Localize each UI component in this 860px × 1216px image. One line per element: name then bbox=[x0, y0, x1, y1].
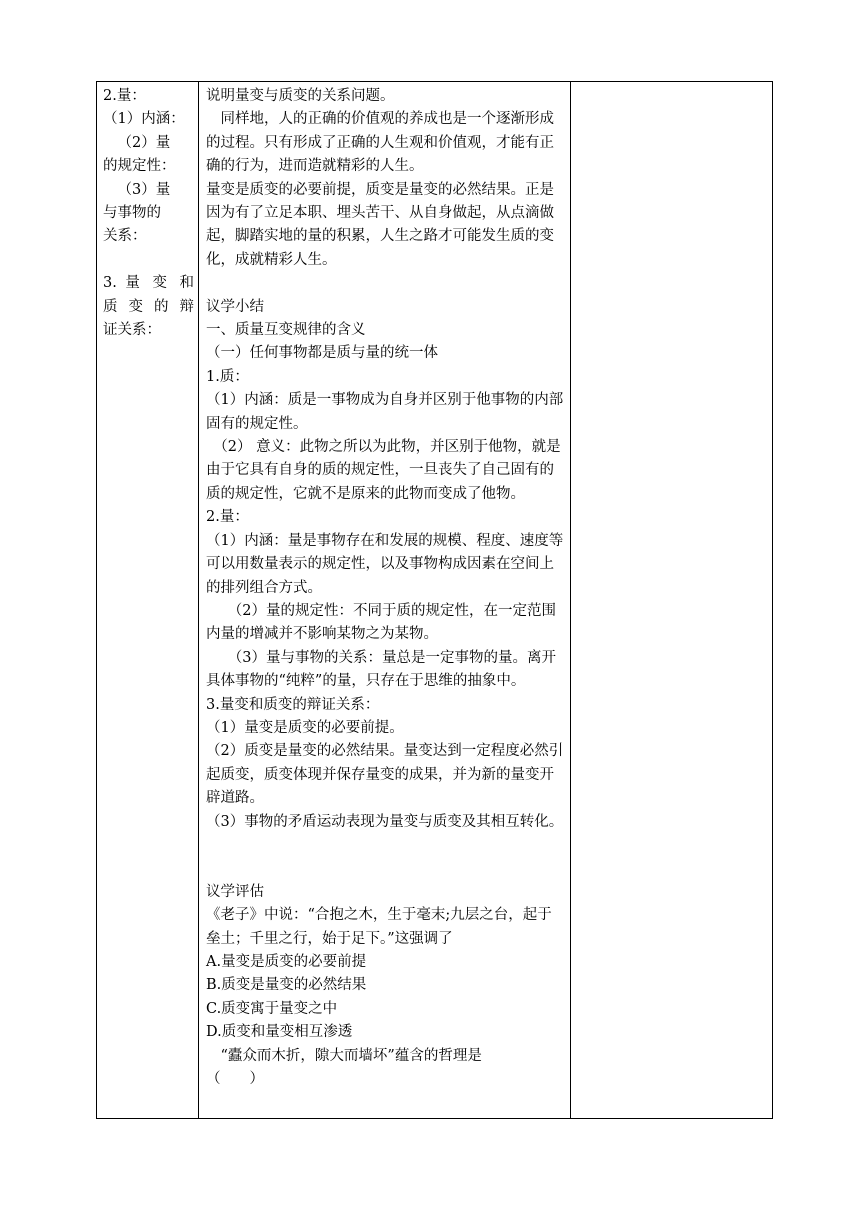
intro-line: 说明量变与质变的关系问题。 bbox=[206, 88, 395, 104]
quality-item: （1）内涵：质是一事物成为自身并区别于他事物的内部固有的规定性。 bbox=[206, 392, 564, 432]
spacer bbox=[206, 834, 564, 857]
table-row bbox=[97, 82, 773, 1119]
content-cell bbox=[199, 82, 571, 1119]
answer-option-b: B.质变是量变的必然结果 bbox=[206, 977, 367, 994]
outline-line: 与事物的 bbox=[103, 205, 161, 222]
outline-line: （2）量 bbox=[117, 134, 171, 151]
evaluation-title: 议学评估 bbox=[206, 883, 264, 900]
question-stem: “蠹众而木折，隙大而墙坏”蕴含的哲理是 bbox=[220, 1047, 482, 1064]
answer-option-a: A.量变是质变的必要前提 bbox=[206, 953, 367, 970]
quantity-item: （3）量与事物的关系：量总是一定事物的量。离开具体事物的“纯粹”的量，只存在于思维的抽象中。 bbox=[206, 649, 556, 690]
outline-line: 2.量： bbox=[103, 88, 146, 104]
spacer bbox=[206, 857, 564, 880]
dialectic-heading: 3.量变和质变的辩证关系： bbox=[206, 696, 380, 713]
dialectic-item: （2）质变是量变的必然结果。量变达到一定程度必然引起质变，质变体现并保存量变的成果，并为新的量变开辟道路。 bbox=[206, 743, 564, 807]
question-stem: 《老子》中说：“合抱之木，生于毫末;九层之台，起于垒土；千里之行，始于足下。”这强调了 bbox=[206, 907, 552, 947]
answer-blank: （ ） bbox=[206, 1071, 264, 1088]
quantity-item: （1）内涵：量是事物存在和发展的规模、程度、速度等可以用数量表示的规定性，以及事物构成因素在空间上的排列组合方式。 bbox=[206, 532, 564, 596]
dialectic-item: （3）事物的矛盾运动表现为量变与质变及其相互转化。 bbox=[206, 813, 564, 830]
outline-line: 证关系： bbox=[103, 322, 161, 339]
quality-heading: 1.质： bbox=[206, 368, 249, 385]
summary-title: 议学小结 bbox=[206, 298, 264, 315]
answer-option-c: C.质变寓于量变之中 bbox=[206, 1000, 338, 1017]
spacer bbox=[206, 272, 564, 295]
answer-option-d: D.质变和量变相互渗透 bbox=[206, 1024, 353, 1041]
outline-cell bbox=[97, 82, 199, 1119]
outline-line: 的规定性： bbox=[103, 158, 176, 175]
outline-line: 3. 量 变 和 bbox=[103, 275, 194, 292]
quality-item: （2） 意义：此物之所以为此物，并区别于他物，就是由于它具有自身的质的规定性，一旦丧失了自己固有的质的规定性，它就不是原来的此物而变成了他物。 bbox=[206, 439, 561, 502]
dialectic-item: （1）量变是质变的必要前提。 bbox=[206, 719, 404, 736]
outline-line: 质 变 的 辩 bbox=[103, 298, 194, 315]
quantity-heading: 2.量： bbox=[206, 509, 249, 526]
premise-paragraph: 量变是质变的必要前提，质变是量变的必然结果。正是因为有了立足本职、埋头苦干、从自身做起，从点滴做起，脚踏实地的量的积累，人生之路才可能发生质的变化，成就精彩人生。 bbox=[206, 181, 554, 268]
section-heading: 一、质量互变规律的含义 bbox=[206, 322, 366, 339]
quantity-item: （2）量的规定性：不同于质的规定性，在一定范围内量的增减并不影响某物之为某物。 bbox=[206, 602, 556, 643]
spacer bbox=[103, 249, 194, 272]
outline-line: 关系： bbox=[103, 228, 147, 245]
values-paragraph: 同样地，人的正确的价值观的养成也是一个逐渐形成的过程。只有形成了正确的人生观和价值观，才能有正确的行为，进而造就精彩的人生。 bbox=[206, 111, 554, 175]
content-column bbox=[199, 82, 570, 1091]
lesson-table bbox=[96, 81, 773, 1119]
notes-cell bbox=[571, 82, 773, 1119]
outline-column bbox=[97, 82, 198, 342]
subsection-heading: （一）任何事物都是质与量的统一体 bbox=[206, 345, 438, 362]
outline-line: （1）内涵： bbox=[103, 111, 185, 128]
outline-line: （3）量 bbox=[117, 181, 171, 198]
